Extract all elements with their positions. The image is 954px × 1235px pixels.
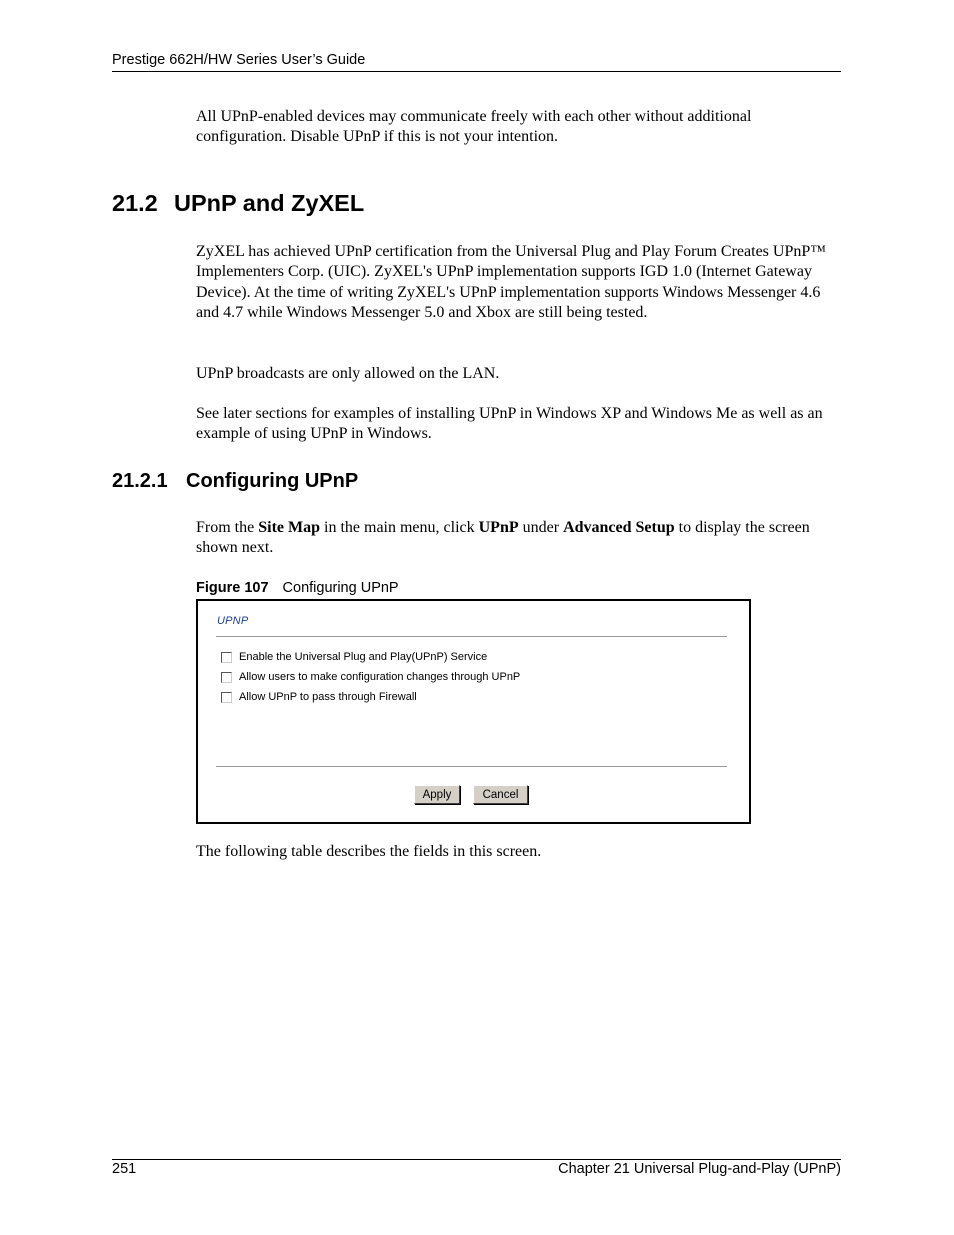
- subsection-number: 21.2.1: [112, 470, 168, 492]
- allow-config-changes-checkbox[interactable]: [221, 672, 232, 683]
- instruction-text: in the main menu, click: [320, 519, 479, 536]
- section-title: UPnP and ZyXEL: [174, 190, 365, 216]
- instruction-text: to display the screen shown next.: [196, 519, 810, 557]
- cancel-button[interactable]: Cancel: [473, 785, 528, 804]
- instruction-bold-upnp: UPnP: [478, 519, 519, 536]
- instruction-text: From the: [196, 519, 259, 536]
- apply-button[interactable]: Apply: [414, 785, 460, 804]
- enable-upnp-label: Enable the Universal Plug and Play(UPnP) Service: [239, 651, 488, 663]
- instruction-text: under: [518, 519, 564, 536]
- pass-through-firewall-option[interactable]: [221, 691, 417, 703]
- section-paragraph-1: ZyXEL has achieved UPnP certification from the Universal Plug and Play Forum Creates UPnP™ Implementers Corp. (UIC). ZyXEL's UPnP implementation supports IGD 1.0 (Internet Gateway Device). At the time of writing ZyXEL's UPnP implementation supports Windows Messenger 4.6 and 4.7 while Windows Messenger 5.0 and Xbox are still being tested.: [196, 243, 826, 322]
- instruction-paragraph: [196, 518, 844, 559]
- pass-through-firewall-label: Allow UPnP to pass through Firewall: [239, 691, 417, 703]
- upnp-config-screenshot: [196, 599, 751, 824]
- enable-upnp-checkbox[interactable]: [221, 652, 232, 663]
- section-paragraph-2: UPnP broadcasts are only allowed on the LAN.: [196, 365, 500, 382]
- intro-paragraph: All UPnP-enabled devices may communicate freely with each other without additional configuration. Disable UPnP if this is not your intention.: [196, 108, 752, 146]
- section-heading: [112, 190, 364, 217]
- instruction-bold-site-map: Site Map: [258, 519, 320, 536]
- running-header: Prestige 662H/HW Series User’s Guide: [112, 52, 366, 68]
- allow-config-changes-option[interactable]: [221, 671, 520, 683]
- screen-bottom-divider: [216, 766, 727, 768]
- section-paragraph-3: See later sections for examples of installing UPnP in Windows XP and Windows Me as well as an example of using UPnP in Windows.: [196, 405, 823, 443]
- pass-through-firewall-checkbox[interactable]: [221, 692, 232, 703]
- subsection-title: Configuring UPnP: [186, 470, 359, 492]
- figure-caption-text: Configuring UPnP: [282, 580, 399, 596]
- figure-caption: [196, 580, 399, 596]
- figure-label: Figure 107: [196, 580, 269, 596]
- header-divider: [112, 71, 841, 72]
- footer-divider: [112, 1159, 841, 1160]
- upnp-screen-title: UPNP: [217, 615, 249, 627]
- after-figure-paragraph: The following table describes the fields in this screen.: [196, 843, 542, 860]
- screen-top-divider: [216, 636, 727, 638]
- chapter-footer: Chapter 21 Universal Plug-and-Play (UPnP): [558, 1161, 841, 1177]
- instruction-bold-advanced-setup: Advanced Setup: [563, 519, 675, 536]
- page-number: 251: [112, 1161, 137, 1177]
- section-number: 21.2: [112, 190, 158, 216]
- enable-upnp-option[interactable]: [221, 651, 487, 663]
- subsection-heading: [112, 470, 358, 493]
- allow-config-changes-label: Allow users to make configuration changes through UPnP: [239, 671, 521, 683]
